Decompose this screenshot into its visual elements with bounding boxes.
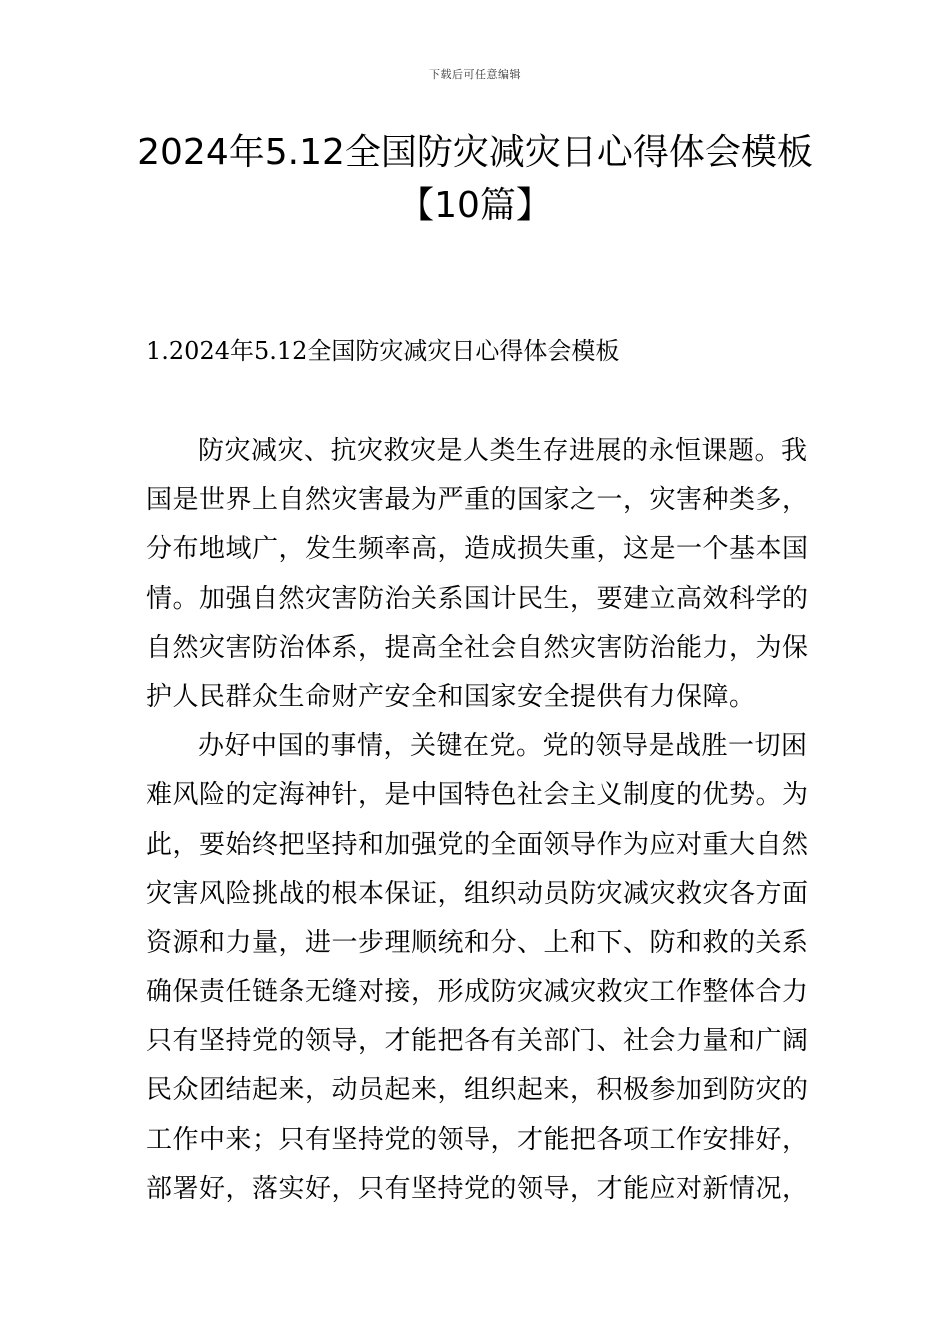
title-line-1: 2024年5.12全国防灾减灾日心得体会模板 — [137, 132, 813, 173]
paragraph-line: 民众团结起来，动员起来，组织起来，积极参加到防灾的 — [146, 1075, 809, 1106]
paragraph-2 — [146, 722, 808, 1214]
section-heading: 1.2024年5.12全国防灾减灾日心得体会模板 — [146, 337, 620, 365]
paragraph-line: 自然灾害防治体系，提高全社会自然灾害防治能力，为保 — [146, 632, 809, 663]
paragraph-line: 灾害风险挑战的根本保证，组织动员防灾减灾救灾各方面 — [146, 878, 809, 909]
paragraph-line: 确保责任链条无缝对接，形成防灾减灾救灾工作整体合力 — [146, 977, 809, 1008]
document-body — [146, 427, 808, 1214]
paragraph-line: 护人民群众生命财产安全和国家安全提供有力保障。 — [146, 681, 756, 712]
paragraph-line: 难风险的定海神针，是中国特色社会主义制度的优势。为 — [146, 780, 809, 811]
paragraph-line: 资源和力量，进一步理顺统和分、上和下、防和救的关系 — [146, 927, 809, 958]
paragraph-line: 分布地域广，发生频率高，造成损失重，这是一个基本国 — [146, 534, 809, 565]
document-title — [120, 126, 830, 232]
paragraph-line: 只有坚持党的领导，才能把各有关部门、社会力量和广阔 — [146, 1026, 809, 1057]
paragraph-1 — [146, 427, 808, 722]
header-note: 下载后可任意编辑 — [429, 68, 521, 81]
paragraph-line: 办好中国的事情，关键在党。党的领导是战胜一切困 — [198, 731, 808, 762]
paragraph-line: 情。加强自然灾害防治关系国计民生，要建立高效科学的 — [146, 583, 809, 614]
title-line-2: 【10篇】 — [398, 185, 552, 226]
paragraph-line: 此，要始终把坚持和加强党的全面领导作为应对重大自然 — [146, 829, 809, 860]
paragraph-line: 防灾减灾、抗灾救灾是人类生存进展的永恒课题。我 — [198, 436, 808, 466]
paragraph-line: 工作中来；只有坚持党的领导，才能把各项工作安排好， — [146, 1124, 809, 1155]
paragraph-line: 国是世界上自然灾害最为严重的国家之一，灾害种类多， — [146, 485, 809, 516]
paragraph-line: 部署好，落实好，只有坚持党的领导，才能应对新情况， — [146, 1173, 809, 1204]
